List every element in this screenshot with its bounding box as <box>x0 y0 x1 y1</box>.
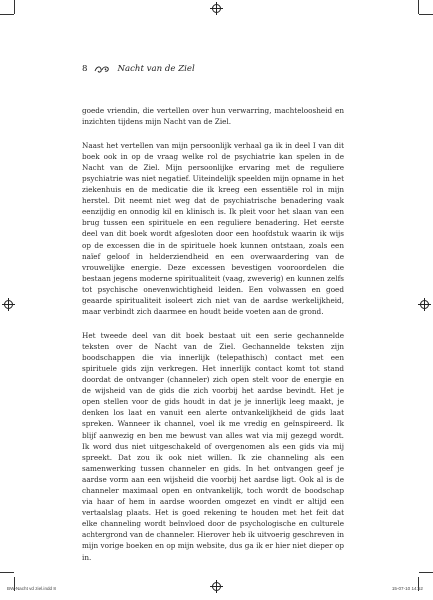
slug-file-info: BW-Nacht vd ziel.indd 8 <box>7 586 56 591</box>
running-header <box>82 64 195 74</box>
swirl-ornament-icon <box>94 65 110 74</box>
crop-mark-icon <box>418 0 419 14</box>
crop-mark-icon <box>0 14 14 15</box>
paragraph: Het tweede deel van dit boek bestaat uit een serie gechannelde teksten over de Nacht van de Ziel. Gechannelde teksten zijn boodschappen die via innerlijk (telepathisch) contact met een spirituele gids zijn verkregen. Het innerlijk contact komt tot stand doordat de ontvanger (channeler) zich open stelt voor de energie en de wijsheid van de gids die zich voorbij het aardse bevindt. Het je open stellen voor de gids houdt in dat je je innerlijk leeg maakt, je denken los laat en vanuit een alerte ontvankelijkheid de gids laat spreken. Wanneer ik channel, voel ik me vredig en geïnspireerd. Ik blijf aanwezig en ben me bewust van alles wat via mij gezegd wordt. Ik word dus niet uitgeschakeld of overgenomen als een gids via mij spreekt. Dat zou ik ook niet willen. Ik zie channeling als een samenwerking tussen channeler en gids. In het ontvangen geef je aardse vorm aan een wijsheid die voorbij het aardse ligt. Ook al is de channeler maximaal open en ontvankelijk, toch wordt de boodschap via haar of hem in aardse woorden omgezet en vindt er altijd een vertaalslag plaats. Het is goed rekening te houden met het feit dat elke channeling wordt beïnvloed door de psychologische en culturele achtergrond van de channeler. Hierover heb ik uitvoerig geschreven in mijn vorige boeken en op mijn website, dus ga ik er hier niet dieper op in. <box>82 330 344 562</box>
page-number: 8 <box>82 64 88 74</box>
registration-mark-right-icon <box>420 300 429 309</box>
crop-mark-icon <box>0 572 14 573</box>
paragraph: Naast het vertellen van mijn persoonlijk verhaal ga ik in deel I van dit boek ook in op de vraag welke rol de psychiatrie kan spelen in de Nacht van de Ziel. Mijn persoonlijke ervaring met de reguliere psychiatrie was niet negatief. Uiteindelijk speelden mijn opname in het ziekenhuis en de medicatie die ik kreeg een essentiële rol in mijn herstel. Dit neemt niet weg dat de psychiatrische benadering vaak eenzijdig en onnodig kil en klinisch is. Ik pleit voor het slaan van een brug tussen een spirituele en een reguliere benadering. Het eerste deel van dit boek wordt afgesloten door een hoofdstuk waarin ik wijs op de excessen die in de spirituele hoek kunnen ontstaan, zoals een naïef geloof in helderziendheid en een overwaardering van de vrouwelijke energie. Deze excessen bevestigen vooroordelen die bestaan jegens moderne spiritualiteit (vaag, zweverig) en kunnen zelfs tot psychische onevenwichtigheid leiden. Een volwassen en goed geaarde spiritualiteit isoleert zich niet van de aardse werkelijkheid, maar verbindt zich daarmee en houdt beide voeten aan de grond. <box>82 140 345 317</box>
crop-mark-icon <box>419 572 433 573</box>
registration-mark-left-icon <box>4 300 13 309</box>
crop-mark-icon <box>419 14 433 15</box>
registration-mark-top-icon <box>212 4 221 13</box>
paragraph: goede vriendin, die vertellen over hun verwarring, machteloosheid en inzichten tijdens mijn Nacht van de Ziel. <box>82 106 344 127</box>
crop-mark-icon <box>14 0 15 14</box>
running-title: Nacht van de Ziel <box>117 64 195 74</box>
registration-mark-bottom-icon <box>212 582 221 591</box>
body-text <box>82 105 344 575</box>
slug-timestamp: 15-07-10 14:52 <box>391 586 423 591</box>
